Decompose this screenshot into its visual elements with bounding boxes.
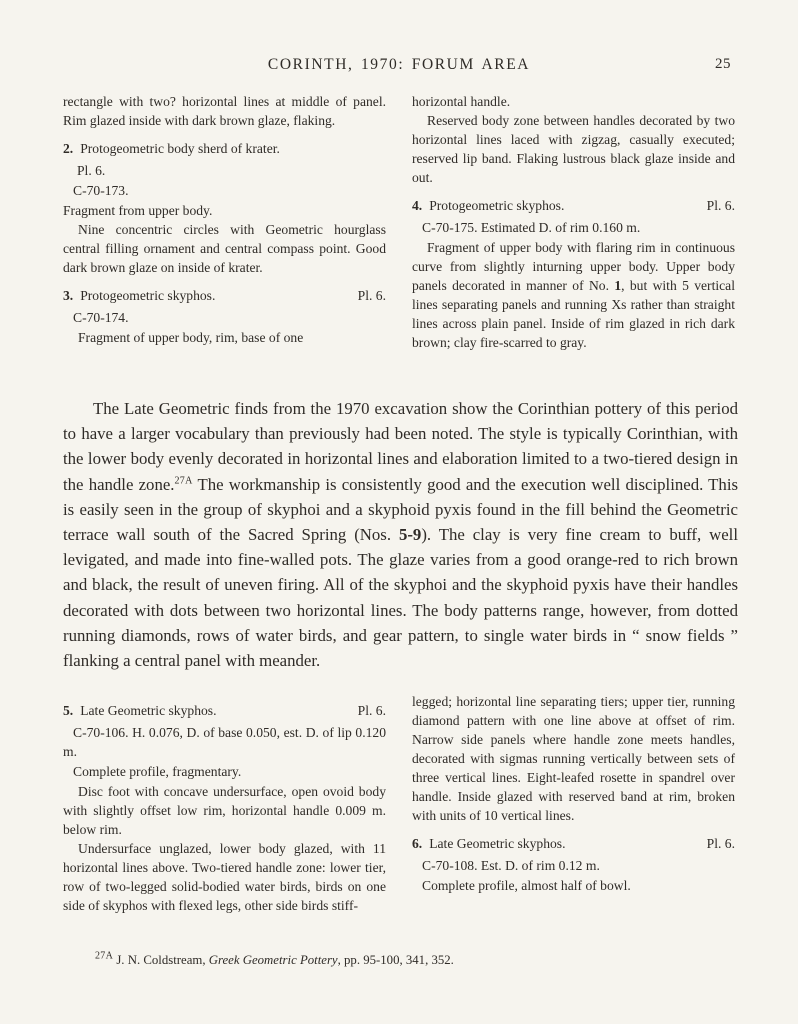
body-paragraph: Reserved body zone between handles decorated by two horizontal lines laced with zigzag, casually executed; reserved lip band. Flaking lustrous black glaze inside and out. — [412, 113, 735, 185]
description-text: , but with 5 vertical lines separating panels and running Xs rather than straight lines across plain panel. Inside of rim glazed in rich dark brown; clay fire-scarred to gray. — [412, 278, 735, 350]
entry-6-heading — [412, 834, 735, 853]
running-head: CORINTH, 1970: FORUM AREA — [267, 56, 531, 73]
plate-reference: Pl. 6. — [357, 288, 386, 303]
entry-title: Protogeometric body sherd of krater. — [80, 141, 280, 156]
footnote-book-title: Greek Geometric Pottery — [208, 953, 338, 967]
top-columns — [63, 92, 735, 352]
entry-description: Disc foot with concave undersurface, open ovoid body with slightly offset low rim, horizontal handle 0.009 m. below rim. — [63, 784, 386, 837]
late-geometric-discussion-paragraph — [63, 396, 738, 673]
page-number: 25 — [715, 56, 731, 72]
entry-4-heading — [412, 196, 735, 215]
catalog-number: C-70-175. Estimated D. of rim 0.160 m. — [422, 220, 641, 235]
entry-condition: Complete profile, fragmentary. — [73, 764, 242, 779]
body-paragraph: rectangle with two? horizontal lines at middle of panel. Rim glazed inside with dark brown glaze, flaking. — [63, 94, 386, 128]
bottom-left-column — [63, 692, 386, 915]
plate-reference: Pl. 6. — [357, 703, 386, 718]
bottom-right-column — [412, 692, 735, 915]
footnote-marker: 27A — [174, 475, 193, 487]
entry-description — [412, 238, 735, 352]
page-header — [63, 56, 735, 74]
footnote-text: , pp. 95-100, 341, 352. — [337, 953, 454, 967]
entry-2-heading — [63, 139, 386, 158]
entry-5-heading — [63, 701, 386, 720]
entry-description: Nine concentric circles with Geometric hourglass central filling ornament and central compass point. Good dark brown glaze on inside of krater. — [63, 222, 386, 275]
paragraph-text: The workmanship is consistently good and the execution well disciplined. This is easily seen in the group of skyphoi and a skyphoid pyxis found in the fill behind the Geometric terrace wall south of the Sacred Spring (Nos. — [63, 474, 739, 545]
entry-title: Protogeometric skyphos. — [429, 198, 565, 213]
entry-title: Protogeometric skyphos. — [80, 288, 216, 303]
entry-number: 3. — [63, 288, 74, 303]
bottom-columns — [63, 692, 735, 915]
entry-number: 4. — [412, 198, 423, 213]
paragraph-text: The Late Geometric finds from the 1970 excavation show the Corinthian pottery of this period to have a larger vocabulary than previously had been noted. The style is typically Corinthian, with the lower body evenly decorated in horizontal lines and elaboration limited to a two-tiered design in the handle zone. — [63, 399, 738, 494]
footnote-number: 27A — [95, 950, 114, 962]
entry-range-bold: 5-9 — [398, 525, 422, 545]
catalog-number: C-70-106. H. 0.076, D. of base 0.050, est. D. of lip 0.120 m. — [63, 725, 386, 759]
top-right-column — [412, 92, 735, 352]
paragraph-text: ). The clay is very fine cream to buff, well levigated, and made into fine-walled pots. The glaze varies from a good orange-red to rich brown and black, the result of uneven firing. All of the skyphoi and the skyphoid pyxis have their handles decorated with dots between two horizontal lines. The body patterns range, however, from dotted running diamonds, rows of water birds, and gear pattern, to single water birds in “ snow fields ” flanking a central panel with meander. — [63, 525, 738, 671]
entry-number: 5. — [63, 703, 74, 718]
plate-reference: Pl. 6. — [77, 163, 106, 178]
entry-title: Late Geometric skyphos. — [429, 836, 566, 851]
description-text: Fragment of upper body with flaring rim in continuous curve from slightly inturning upper body. Upper body panels decorated in manner of No. — [412, 240, 735, 293]
entry-description: Fragment from upper body. — [63, 203, 213, 218]
footnote-text: J. N. Coldstream, — [113, 953, 209, 967]
body-paragraph: horizontal handle. — [412, 94, 511, 109]
catalog-number: C-70-174. — [73, 310, 129, 325]
entry-condition: Complete profile, almost half of bowl. — [422, 878, 631, 893]
footnote — [63, 952, 735, 969]
plate-reference: Pl. 6. — [706, 198, 735, 213]
body-paragraph: legged; horizontal line separating tiers; upper tier, running diamond pattern with one line above at offset of rim. Narrow side panels where handle zone meets handles, decorated with sigmas running vertically between sets of three vertical lines. Eight-leafed rosette in spandrel over handle. Inside glazed with reserved band at rim, broken with units of 10 vertical lines. — [412, 694, 735, 823]
plate-reference: Pl. 6. — [706, 836, 735, 851]
entry-number: 6. — [412, 836, 423, 851]
entry-title: Late Geometric skyphos. — [80, 703, 217, 718]
entry-description: Fragment of upper body, rim, base of one — [78, 330, 304, 345]
catalog-number: C-70-108. Est. D. of rim 0.12 m. — [422, 858, 600, 873]
entry-description: Undersurface unglazed, lower body glazed, with 11 horizontal lines above. Two-tiered handle zone: lower tier, row of two-legged solid-bodied water birds, birds on one side of skyphos with flexed legs, other side birds stiff- — [63, 841, 386, 913]
catalog-number: C-70-173. — [73, 183, 129, 198]
top-left-column — [63, 92, 386, 352]
entry-3-heading — [63, 286, 386, 305]
entry-ref-bold: 1 — [614, 278, 622, 293]
entry-number: 2. — [63, 141, 74, 156]
